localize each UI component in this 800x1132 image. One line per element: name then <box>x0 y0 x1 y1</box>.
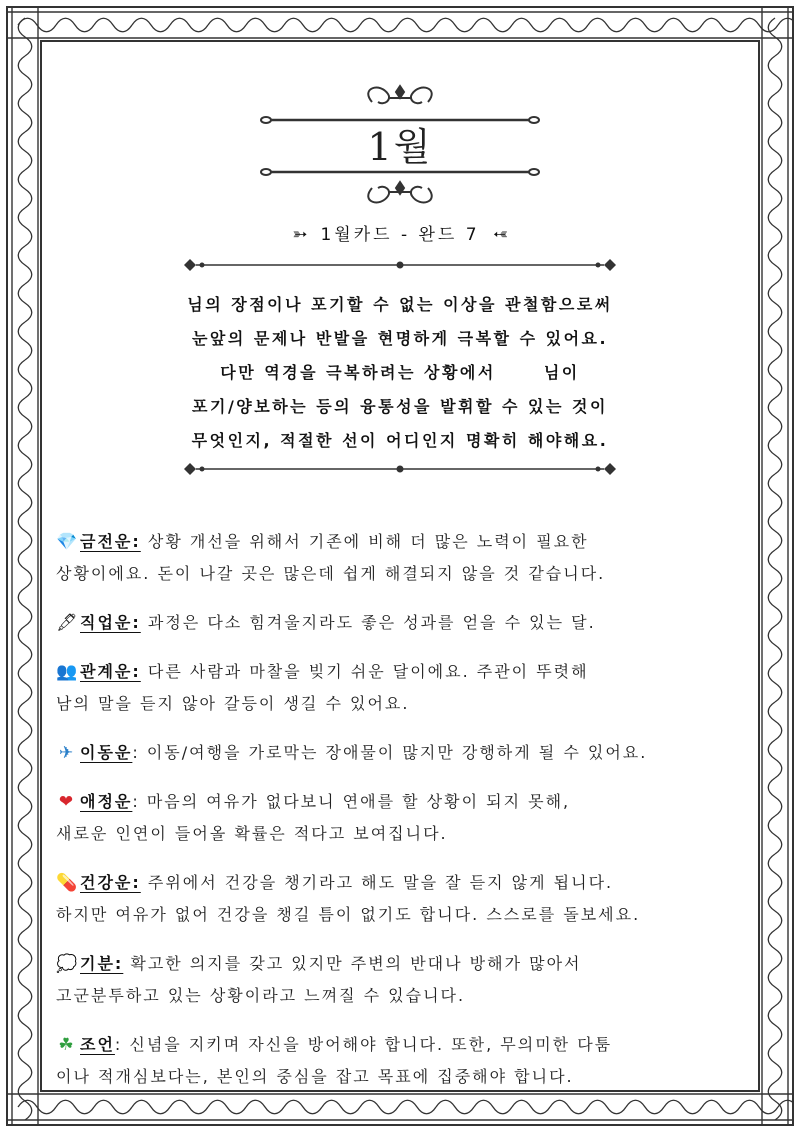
ornament-flourish <box>18 436 32 474</box>
fortune-career <box>56 607 756 639</box>
ornament-flourish <box>768 474 782 512</box>
intro-line: 포기/양보하는 등의 융통성을 발휘할 수 있는 것이 <box>192 397 608 416</box>
ornament-flourish <box>18 740 32 778</box>
ornament-flourish <box>18 626 32 664</box>
fortune-text: : 신념을 지키며 자신을 방어해야 합니다. 또한, 무의미한 다툼 <box>114 1035 613 1054</box>
fortune-love <box>56 786 756 850</box>
intro-line: 무엇인지, 적절한 선이 어디인지 명확히 해야해요. <box>191 431 609 450</box>
airplane-icon: ✈ <box>58 743 76 763</box>
fortune-label: 이동운 <box>80 743 133 762</box>
fortune-text: 다른 사람과 마찰을 빚기 쉬운 달이에요. 주관이 뚜렷해 <box>140 662 589 681</box>
people-icon: 👥 <box>56 662 80 682</box>
fortune-text: 이나 적개심보다는, 본인의 중심을 잡고 목표에 집중해야 합니다. <box>56 1067 574 1086</box>
fortune-label: 건강운: <box>80 873 141 892</box>
ornament-flourish <box>18 892 32 930</box>
fortune-text: : 마음의 여유가 없다보니 연애를 할 상황이 되지 못해, <box>132 792 571 811</box>
fortune-mood <box>56 948 756 1012</box>
ornament-flourish <box>768 1082 782 1120</box>
ornament-flourish <box>18 930 32 968</box>
fortune-label: 애정운 <box>80 792 133 811</box>
fortune-text: : 이동/여행을 가로막는 장애물이 많지만 강행하게 될 수 있어요. <box>132 743 648 762</box>
ornament-flourish <box>18 588 32 626</box>
ornament-flourish <box>284 18 322 32</box>
ornament-flourish <box>768 892 782 930</box>
ornament-flourish <box>398 18 436 32</box>
fortune-text: 고군분투하고 있는 상황이라고 느껴질 수 있습니다. <box>56 986 466 1005</box>
ornament-flourish <box>170 18 208 32</box>
ornament-flourish <box>18 664 32 702</box>
ornament-flourish <box>18 1006 32 1044</box>
fortune-text: 확고한 의지를 갖고 있지만 주변의 반대나 방해가 많아서 <box>123 954 582 973</box>
ornament-flourish <box>18 968 32 1006</box>
fortune-advice <box>56 1029 756 1093</box>
fortune-relationship <box>56 656 756 720</box>
ornament-flourish <box>18 18 32 56</box>
ornament-flourish <box>474 18 512 32</box>
ornament-flourish <box>768 626 782 664</box>
ornament-band-top <box>8 8 792 42</box>
ornament-flourish <box>18 778 32 816</box>
ornament-flourish <box>512 18 550 32</box>
ornament-flourish <box>94 18 132 32</box>
ornament-flourish <box>768 588 782 626</box>
ornament-flourish <box>18 246 32 284</box>
ornament-flourish <box>18 702 32 740</box>
ornament-flourish <box>702 18 740 32</box>
fortune-text: 과정은 다소 힘겨울지라도 좋은 성과를 얻을 수 있는 달. <box>140 613 596 632</box>
pill-icon: 💊 <box>56 873 80 893</box>
ornament-flourish <box>18 284 32 322</box>
fortune-label: 직업운: <box>80 613 141 632</box>
fortune-text: 새로운 인연이 들어올 확률은 적다고 보여집니다. <box>56 824 448 843</box>
right-arrow-icon: ➳ <box>489 224 508 245</box>
intro-paragraph <box>100 288 700 458</box>
ornament-flourish <box>768 1044 782 1082</box>
ornament-flourish <box>18 854 32 892</box>
fortune-health <box>56 867 756 931</box>
gem-icon: 💎 <box>56 532 80 552</box>
ornament-flourish <box>768 322 782 360</box>
ornament-flourish <box>208 18 246 32</box>
ornament-flourish <box>768 740 782 778</box>
ornament-flourish <box>768 246 782 284</box>
intro-line: 눈앞의 문제나 반발을 현명하게 극복할 수 있어요. <box>191 329 609 348</box>
fortune-text: 남의 말을 듣지 않아 갈등이 생길 수 있어요. <box>56 694 410 713</box>
ornament-flourish <box>132 18 170 32</box>
ornament-flourish <box>768 18 782 56</box>
fortune-label: 금전운: <box>80 532 141 551</box>
ornament-flourish <box>768 512 782 550</box>
ornament-flourish <box>360 18 398 32</box>
ornament-flourish <box>768 702 782 740</box>
fortune-label: 기분: <box>80 954 124 973</box>
ornament-flourish <box>436 18 474 32</box>
intro-line: 님의 장점이나 포기할 수 없는 이상을 관철함으로써 <box>187 295 613 314</box>
card-title: 1월카드 - 완드 7 <box>320 225 480 245</box>
fortune-label: 관계운: <box>80 662 141 681</box>
shamrock-icon: ☘ <box>58 1035 76 1055</box>
intro-line-part: 다만 역경을 극복하려는 상황에서 <box>220 363 496 382</box>
ornament-flourish <box>768 360 782 398</box>
ornament-flourish <box>768 398 782 436</box>
intro-line <box>100 356 700 390</box>
page-title: 1월 <box>367 125 433 169</box>
pen-icon: 🖋 <box>56 613 80 633</box>
ornament-flourish <box>768 930 782 968</box>
fortune-text: 주위에서 건강을 챙기라고 해도 말을 잘 듣지 않게 됩니다. <box>140 873 614 892</box>
fortune-text: 상황 개선을 위해서 기존에 비해 더 많은 노력이 필요한 <box>140 532 589 551</box>
intro-line-part: 님이 <box>543 363 580 382</box>
ornament-flourish <box>768 664 782 702</box>
ornament-flourish <box>322 18 360 32</box>
ornament-flourish <box>18 512 32 550</box>
divider-top <box>180 258 620 272</box>
title-block <box>0 80 800 210</box>
ornament-flourish <box>18 1044 32 1082</box>
ornament-flourish <box>18 360 32 398</box>
ornament-flourish <box>18 550 32 588</box>
ornament-flourish <box>588 18 626 32</box>
ornament-flourish <box>550 18 588 32</box>
ornament-flourish <box>768 816 782 854</box>
ornament-flourish <box>18 322 32 360</box>
ornament-flourish <box>626 18 664 32</box>
ornament-flourish <box>768 1006 782 1044</box>
fortune-text: 상황이에요. 돈이 나갈 곳은 많은데 쉽게 해결되지 않을 것 같습니다. <box>56 564 606 583</box>
ornament-flourish <box>768 778 782 816</box>
ornament-flourish <box>18 1082 32 1120</box>
thought-bubble-icon: 💭 <box>56 954 80 974</box>
fortune-money <box>56 526 756 590</box>
ornament-flourish <box>768 968 782 1006</box>
ornament-flourish <box>56 18 94 32</box>
ornament-flourish <box>18 398 32 436</box>
ornament-flourish <box>768 854 782 892</box>
ornament-flourish <box>768 284 782 322</box>
fortune-text: 하지만 여유가 없어 건강을 챙길 틈이 없기도 합니다. 스스로를 돌보세요. <box>56 905 641 924</box>
ornament-flourish <box>18 816 32 854</box>
ornament-flourish <box>664 18 702 32</box>
ornament-flourish <box>18 474 32 512</box>
left-arrow-icon: ➳ <box>292 224 311 245</box>
ornament-flourish <box>768 436 782 474</box>
ornament-flourish <box>768 550 782 588</box>
heart-icon: ❤ <box>58 792 76 812</box>
divider-bottom <box>180 462 620 476</box>
fortune-travel <box>56 737 756 769</box>
fortune-label: 조언 <box>80 1035 115 1054</box>
card-title-line <box>0 220 800 245</box>
ornament-flourish <box>246 18 284 32</box>
fortune-list <box>56 526 756 1110</box>
